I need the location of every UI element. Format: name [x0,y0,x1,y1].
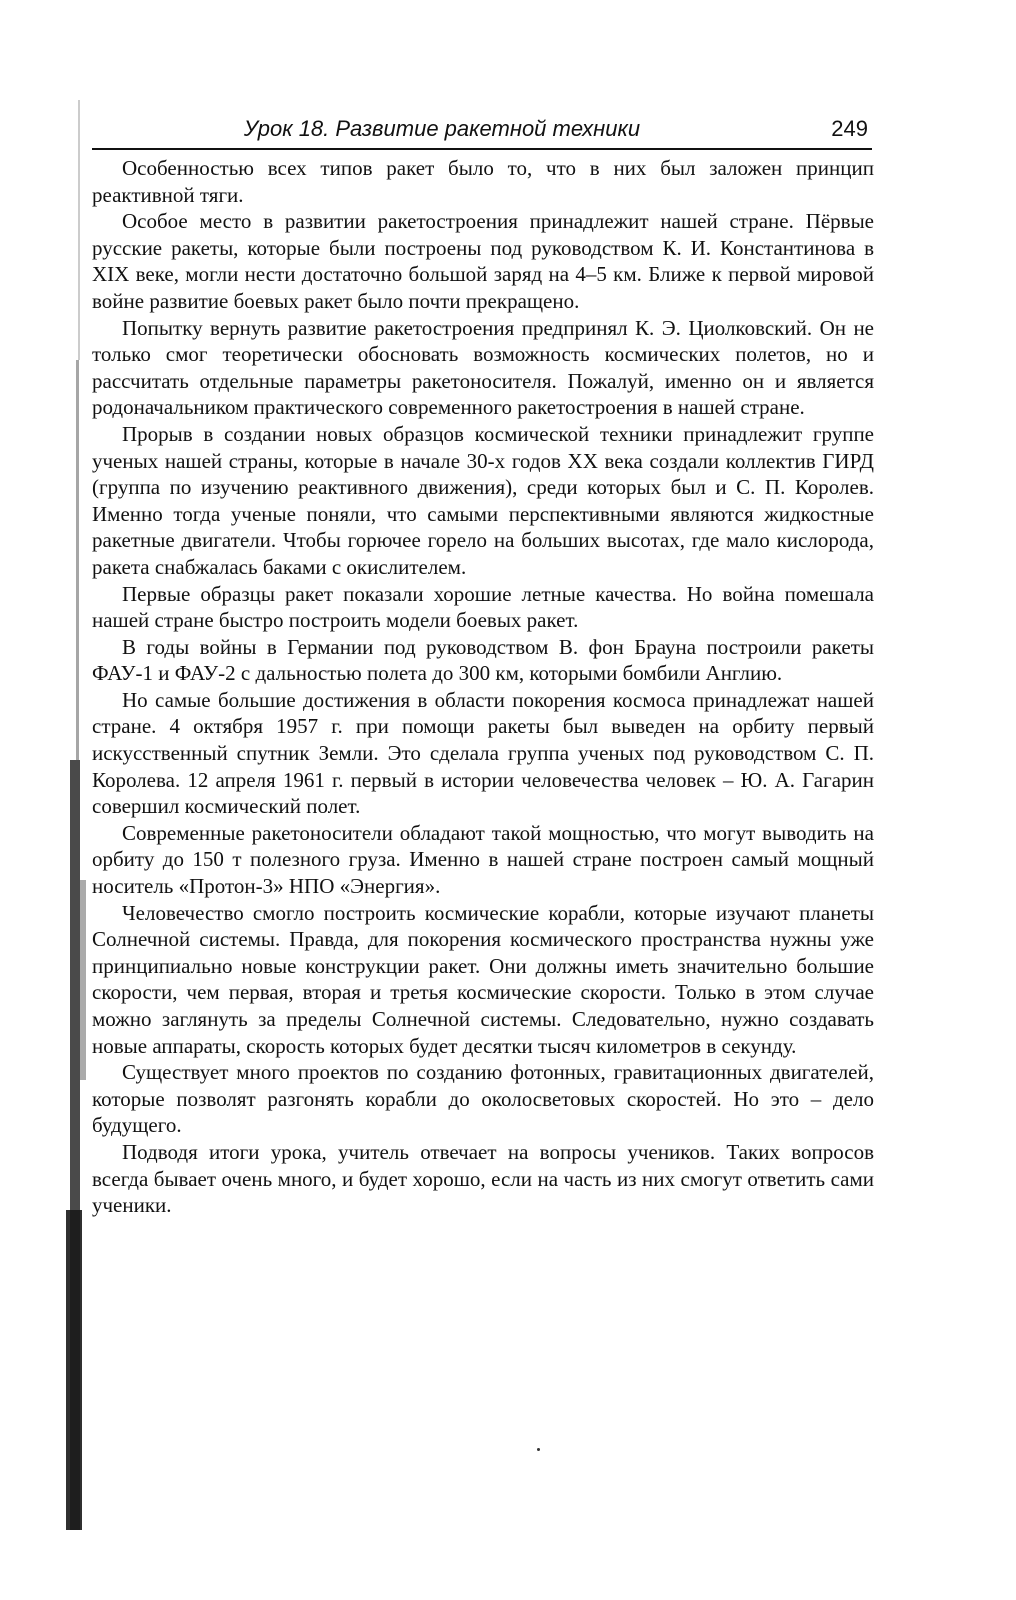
body-text [92,155,874,1219]
running-title: Урок 18. Развитие ракетной техники [243,116,641,141]
paragraph: Но самые большие достижения в области покорения космоса принадлежат нашей стране. 4 октября 1957 г. при помощи ракеты был выведен на орбиту первый искусственный спутник Земли. Это сделала группа ученых под руководством С. П. Королева. 12 апреля 1961 г. первый в истории человечества человек – Ю. А. Гагарин совершил космический полет. [92,687,874,819]
scan-speck [537,1448,540,1451]
paragraph: Современные ракетоносители обладают такой мощностью, что могут выводить на орбиту до 150 т полезного груза. Именно в нашей стране построен самый мощный носитель «Протон-3» НПО «Энергия». [92,820,874,899]
page-number: 249 [831,116,868,141]
paragraph: Человечество смогло построить космические корабли, которые изучают планеты Солнечной системы. Правда, для покорения космического пространства нужны уже принципиально новые конструкции ракет. Они должны иметь значительно большие скорости, чем первая, вторая и третья космические скорости. Только в этом случае можно заглянуть за пределы Солнечной системы. Следовательно, нужно создавать новые аппараты, скорость которых будет десятки тысяч километров в секунду. [92,900,874,1058]
paragraph: Особенностью всех типов ракет было то, что в них был заложен принцип реактивной тяги. [92,156,874,207]
paragraph: Прорыв в создании новых образцов космической техники принадлежит группе ученых нашей страны, которые в начале 30-х годов XX века создали коллектив ГИРД (группа по изучению реактивного движения), среди которых был и С. П. Королев. Именно тогда ученые поняли, что самыми перспективными являются жидкостные ракетные двигатели. Чтобы горючее горело на больших высотах, где мало кислорода, ракета снабжалась баками с окислителем. [92,421,874,579]
paragraph: В годы войны в Германии под руководством В. фон Брауна построили ракеты ФАУ-1 и ФАУ-2 с дальностью полета до 300 км, которыми бомбили Англию. [92,634,874,686]
paragraph: Особое место в развитии ракетостроения принадлежит нашей стране. Пёрвые русские ракеты, которые были построены под руководством К. И. Константинова в XIX веке, могли нести достаточно большой заряд на 4–5 км. Ближе к первой мировой войне развитие боевых ракет было почти прекращено. [92,209,874,313]
paragraph: Попытку вернуть развитие ракетостроения предпринял К. Э. Циолковский. Он не только смог теоретически обосновать возможность космических полетов, но и рассчитать отдельные параметры ракетоносителя. Пожалуй, именно он и является родоначальником практического современного ракетостроения в нашей стране. [92,315,874,420]
page-header [92,112,872,150]
paragraph: Первые образцы ракет показали хорошие летные качества. Но война помешала нашей стране быстро построить модели боевых ракет. [92,581,874,633]
paragraph: Подводя итоги урока, учитель отвечает на вопросы учеников. Таких вопросов всегда бывает очень много, и будет хорошо, если на часть из них смогут ответить сами ученики. [92,1139,874,1218]
paragraph: Существует много проектов по созданию фотонных, гравитационных двигателей, которые позволят разгонять корабли до околосветовых скоростей. Но это – дело будущего. [92,1060,874,1138]
scan-edge-shadow [62,60,90,1530]
